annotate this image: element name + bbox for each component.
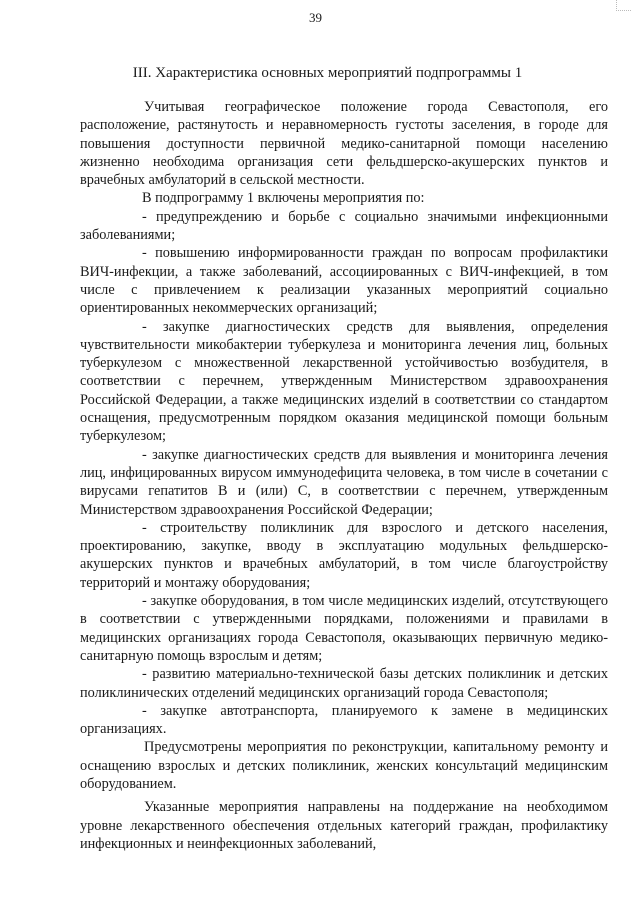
body-text	[80, 98, 608, 853]
list-item-tuberculosis-diagnostics: - закупке диагностических средств для выявления, определения чувствительности микобактерии туберкулеза и мониторинга лечения лиц, больных туберкулезом с множественной лекарственной устойчивостью возбудителя, в соответствии с перечнем, утвержденным Министерством здравоохранения Российской Федерации, а также медицинских изделий в соответствии со стандартом оснащения, предусмотренным порядком оказания медицинской помощи больным туберкулезом;	[80, 318, 608, 445]
list-item-clinic-construction: - строительству поликлиник для взрослого и детского населения, проектированию, закупке, вводу в эксплуатацию модульных фельдшерско-акушерских пунктов и врачебных амбулаторий, в том числе благоустройству территорий и монтажу оборудования;	[80, 519, 608, 591]
list-item-hiv-awareness: - повышению информированности граждан по вопросам профилактики ВИЧ-инфекции, а также заболеваний, ассоциированных с ВИЧ-инфекцией, в том числе с привлечением к реализации указанных мероприятий социально ориентированных некоммерческих организаций;	[80, 245, 608, 317]
section-heading: III. Характеристика основных мероприятий подпрограммы 1	[132, 65, 523, 81]
list-item-child-clinics: - развитию материально-технической базы детских поликлиник и детских поликлинических отделений медицинских организаций города Севастополя;	[80, 666, 608, 701]
list-item-hiv-diagnostics: - закупке диагностических средств для выявления и мониторинга лечения лиц, инфицированных вирусом иммунодефицита человека, в том числе в сочетании с вирусами гепатитов B и (или) C, в соответствии с перечнем, утвержденным Министерством здравоохранения Российской Федерации;	[80, 446, 608, 518]
list-item-vehicles: - закупке автотранспорта, планируемого к замене в медицинских организациях.	[80, 702, 608, 738]
paragraph-goals: Указанные мероприятия направлены на поддержание на необходимом уровне лекарственного обеспечения отдельных категорий граждан, профилактику инфекционных и неинфекционных заболеваний,	[80, 799, 608, 852]
paragraph-measures-lead: В подпрограмму 1 включены мероприятия по:	[142, 190, 425, 207]
paragraph-reconstruction: Предусмотрены мероприятия по реконструкции, капитальному ремонту и оснащению взрослых и детских поликлиник, женских консультаций медицинским оборудованием.	[80, 739, 608, 792]
paragraph-intro: Учитывая географическое положение города Севастополя, его расположение, растянутость и неравномерность густоты заселения, в городе для повышения доступности первичной медико-санитарной помощи населению жизненно необходима организация сети фельдшерско-акушерских пунктов и врачебных амбулаторий в сельской местности.	[80, 99, 608, 189]
page-number: 39	[309, 10, 322, 25]
list-item-equipment-purchase: - закупке оборудования, в том числе медицинских изделий, отсутствующего в соответствии с утвержденными порядками, положениями и правилами в медицинских организациях города Севастополя, оказывающих первичную медико-санитарную помощь взрослым и детям;	[80, 593, 608, 664]
list-item-infection-prevention: - предупреждению и борьбе с социально значимыми инфекционными заболеваниями;	[80, 208, 608, 244]
